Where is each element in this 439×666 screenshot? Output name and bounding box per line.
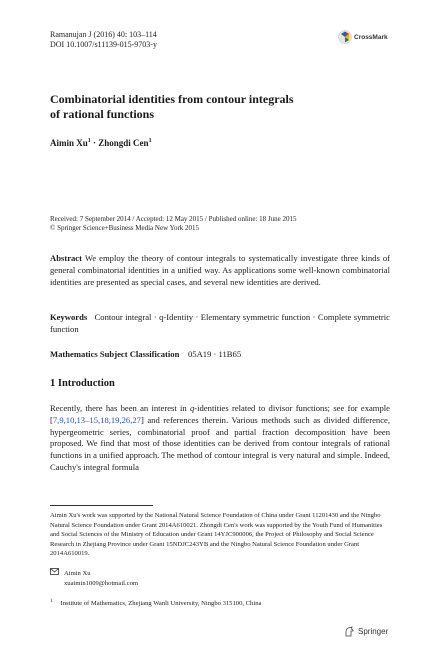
intro-text: -identities related to divisor functions; see for example [ [50,403,390,425]
journal-doi[interactable]: DOI 10.1007/s11139-015-9703-y [50,40,157,49]
footnote-divider [50,505,153,506]
intro-math-q: q [190,403,195,413]
title-line-1: Combinatorial identities from contour integrals [50,92,294,106]
journal-info [50,30,157,50]
contact-email[interactable]: xuaimin1009@hotmail.com [64,579,139,587]
affiliation-text: Institute of Mathematics, Zhejiang Wanli University, Ningbo 315100, China [60,600,262,608]
funding-footnote: Aimin Xu's work was supported by the National Natural Science Foundation of China under Grant 11201430 and the Ningbo Natural Science Foundation under Grant 2014A610021. Zhongdi Cen's work was supported by the Youth Fund of Humanities and Social Sciences of the Ministry of Education under Grant 14YJC900006, the Project of Philosophy and Social Science Research in Zhejiang Province under Grant 15NDJC243YB and the Ningbo Natural Science Foundation under Grant 2014A610019. [50,512,383,558]
keywords-label: Keywords [50,312,88,322]
author-separator: · [90,138,99,148]
paper-title [50,92,390,122]
publisher-name: Springer [358,627,389,636]
title-line-2: of rational functions [50,107,155,121]
springer-horse-icon [344,626,355,637]
msc-label: Mathematics Subject Classification [50,349,180,359]
intro-text: ] and references therein. Various methods such as divided difference, hypergeometric series, combinatorial proof and partial fraction decomposition have been proposed. We find that most of those identities can be derived from contour integrals of rational functions in a unified approach. The method of contour integral is very natural and simple. Indeed, Cauchy's integral formula [50,414,390,472]
abstract-text: We employ the theory of contour integrals to systematically investigate three kinds of general combinatorial identities in a unified way. As applications some well-known combinatorial identities are presented as special cases, and several new identities are derived. [50,253,391,287]
author-list [50,138,152,148]
abstract [50,253,390,288]
citation-links[interactable]: 7,9,10,13–15,18,19,26,27 [52,414,141,425]
author-name[interactable]: Aimin Xu [50,138,88,148]
section-heading: 1 Introduction [50,378,115,389]
affiliation-number: 1 [50,599,53,604]
corresponding-author [50,568,138,588]
envelope-icon [50,568,64,579]
intro-text: Recently, there has been an interest in [50,403,190,413]
subject-classification [50,349,390,361]
crossmark-icon [338,30,352,44]
publisher-logo [344,626,388,637]
author-affil-ref: 1 [87,138,91,144]
crossmark-label: CrossMark [354,33,388,41]
copyright-line: © Springer Science+Business Media New York 2015 [50,224,200,232]
affiliation [50,597,261,609]
history-dates: Received: 7 September 2014 / Accepted: 12 May 2015 / Published online: 18 June 2015 [50,215,297,223]
abstract-label: Abstract [50,253,82,263]
keywords [50,312,390,336]
msc-codes: 05A19 · 11B65 [187,349,242,359]
journal-citation: Ramanujan J (2016) 40: 103–114 [50,30,157,39]
crossmark-badge[interactable] [338,30,388,44]
introduction-paragraph [50,403,390,474]
author-name[interactable]: Zhongdi Cen [98,138,149,148]
author-affil-ref: 1 [148,138,152,144]
contact-name: Aimin Xu [64,570,91,577]
keywords-text: Contour integral · q-Identity · Elementary symmetric function · Complete symmetric function [50,312,390,334]
publication-dates [50,215,390,233]
